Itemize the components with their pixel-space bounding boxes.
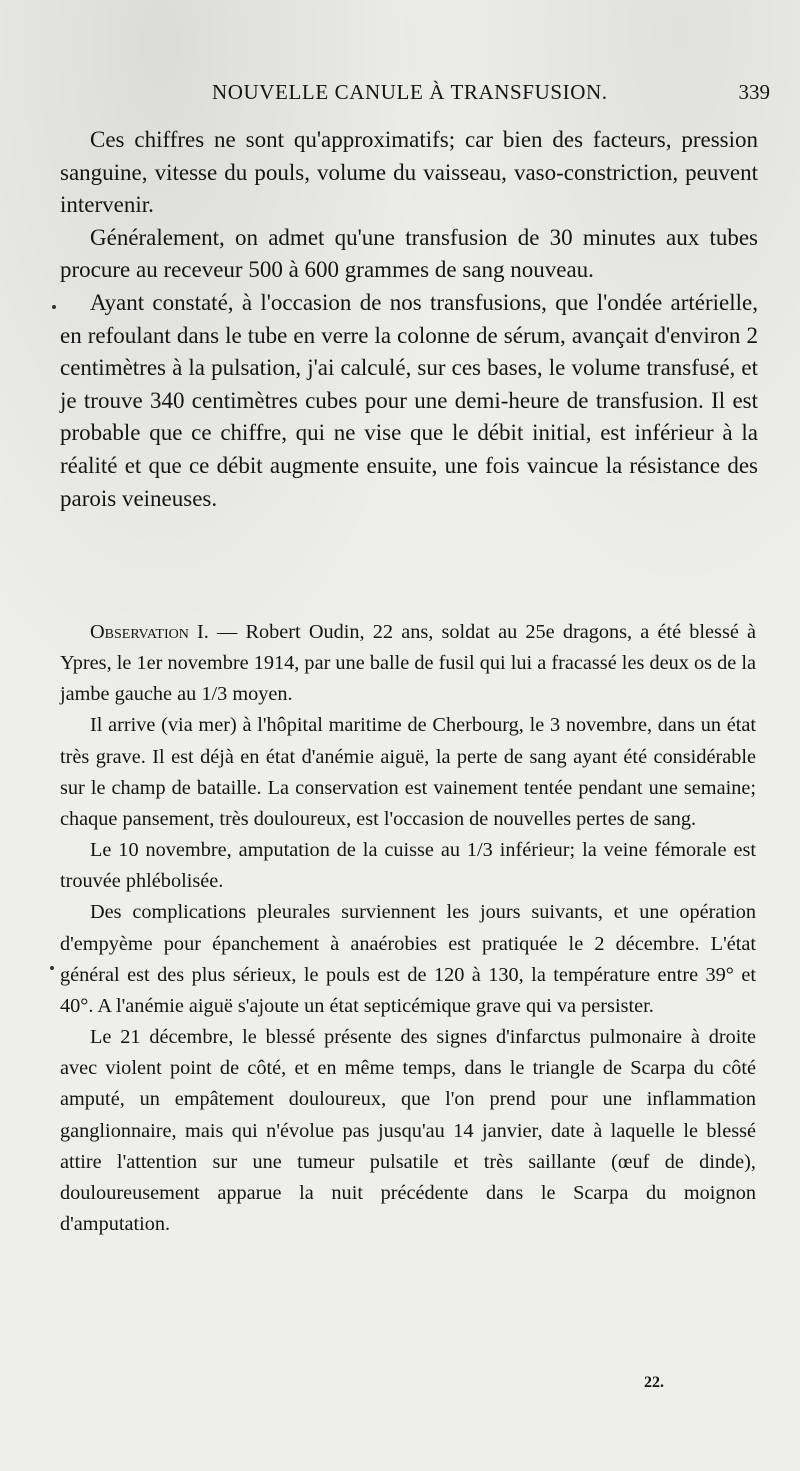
running-title: NOUVELLE CANULE À TRANSFUSION. xyxy=(212,80,608,104)
observation-complications: Des complications pleurales surviennent les jours suivants, et une opération d'empyème pour épanchement à anaérobies est pratiquée le 2 décembre. L'état général est des plus sérieux, le pouls est de 120 à 130, la température entre 39° et 40°. A l'anémie aiguë s'ajoute un état septicémique grave qui va persister. xyxy=(60,901,756,1017)
observation-intro xyxy=(60,617,756,710)
paragraph-general: Généralement, on admet qu'une transfusion de 30 minutes aux tubes procure au receveur 500 à 600 grammes de sang nouveau. xyxy=(60,224,758,283)
observation-intro-text: — Robert Oudin, 22 ans, soldat au 25e dragons, a été blessé à Ypres, le 1er novembre 1914, par une balle de fusil qui lui a fracassé les deux os de la jambe gauche au 1/3 moyen. xyxy=(60,621,757,706)
observation-arrival: Il arrive (via mer) à l'hôpital maritime de Cherbourg, le 3 novembre, dans un état très grave. Il est déjà en état d'anémie aiguë, la perte de sang ayant été considérable sur le champ de bataille. La conservation est vainement tentée pendant une semaine; chaque pansement, très douloureux, est l'occasion de nouvelles pertes de sang. xyxy=(60,714,756,830)
page-number: 339 xyxy=(738,80,770,104)
running-head xyxy=(60,80,770,114)
observation-amputation: Le 10 novembre, amputation de la cuisse au 1/3 inférieur; la veine fémorale est trouvée phlébolisée. xyxy=(60,839,756,893)
observation-section xyxy=(60,617,756,1240)
margin-dot xyxy=(52,305,56,309)
signature-mark: 22. xyxy=(644,1374,664,1391)
observation-infarct: Le 21 décembre, le blessé présente des signes d'infarctus pulmonaire à droite avec violent point de côté, et en même temps, dans le triangle de Scarpa du côté amputé, un empâtement douloureux, que l'on prend pour une inflammation ganglionnaire, mais qui n'évolue pas jusqu'au 14 janvier, date à laquelle le blessé attire l'attention sur une tumeur pulsatile et très saillante (œuf de dinde), douloureusement apparue la nuit précédente dans le Scarpa du moignon d'amputation. xyxy=(60,1026,756,1235)
observation-heading: Observation I. xyxy=(90,621,209,643)
paragraph-calculation: Ayant constaté, à l'occasion de nos transfusions, que l'ondée artérielle, en refoulant dans le tube en verre la colonne de sérum, avançait d'environ 2 centimètres à la pulsation, j'ai calculé, sur ces bases, le volume transfusé, et je trouve 340 centimètres cubes pour une demi-heure de transfusion. Il est probable que ce chiffre, qui ne vise que le débit initial, est inférieur à la réalité et que ce débit augmente ensuite, une fois vaincue la résistance des parois veineuses. xyxy=(60,289,758,511)
main-text xyxy=(60,124,758,515)
margin-dot xyxy=(50,966,54,970)
paragraph-figures: Ces chiffres ne sont qu'approximatifs; car bien des facteurs, pression sanguine, vitesse du pouls, volume du vaisseau, vaso-constriction, peuvent intervenir. xyxy=(60,127,758,218)
